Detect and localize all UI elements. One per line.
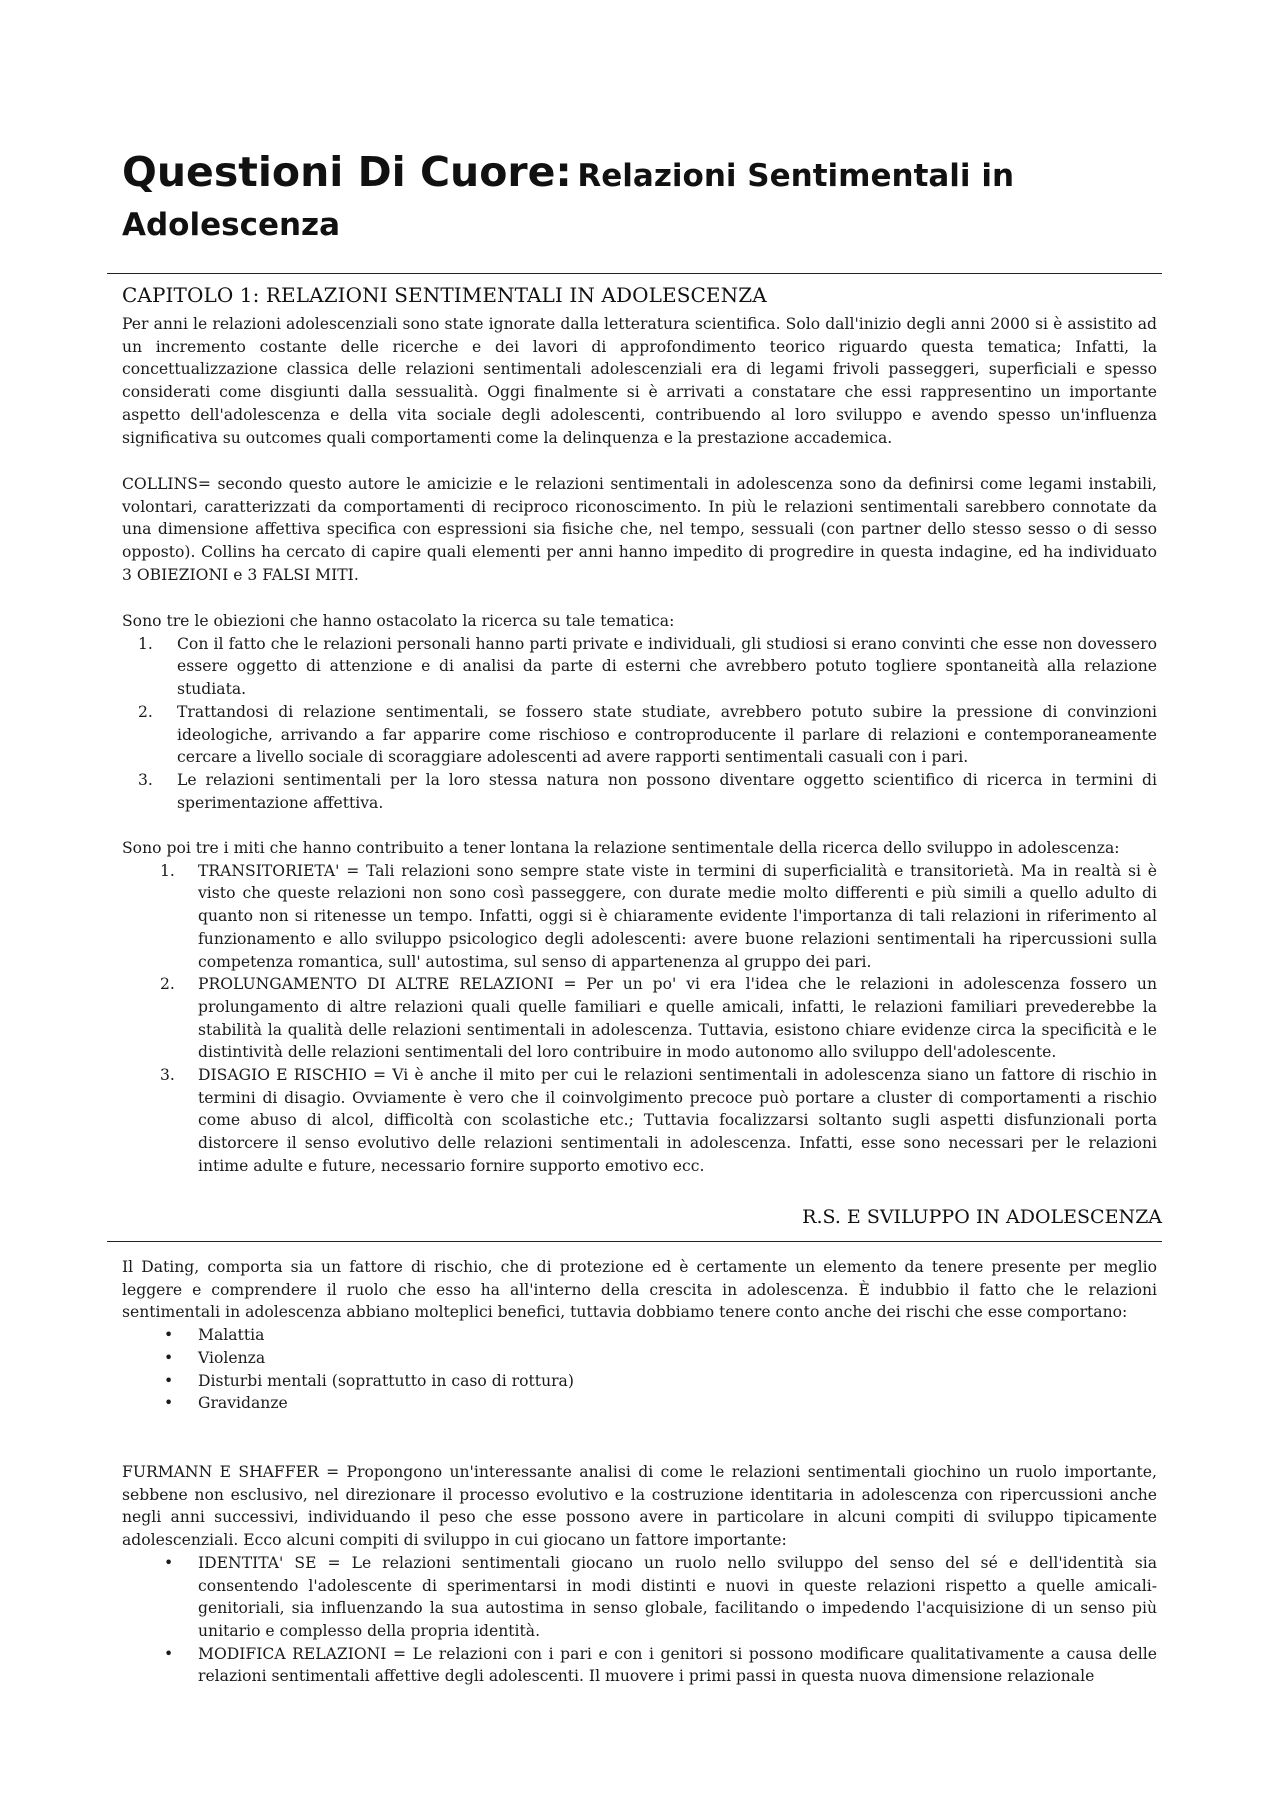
collins-text: COLLINS= secondo questo autore le amicizie e le relazioni sentimentali in adolescenza sono da definirsi come legami instabili, volontari, caratterizzati da comportamenti di reciproco riconoscimento. In più le relazioni sentimentali sarebbero connotate da una dimensione affettiva specifica con espressioni sia fisiche che, nel tempo, sessuali (con partner dello stesso sesso o di sesso opposto). Collins ha cercato di capire quali elementi per anni hanno impedito di progredire in questa indagine, ed ha individuato 3 OBIEZIONI e 3 FALSI MITI. <box>122 475 1157 584</box>
myths-section <box>122 837 1157 1178</box>
bullet-icon: • <box>164 1644 174 1663</box>
list-item-text: Le relazioni sentimentali per la loro stessa natura non possono diventare oggetto scientifico di ricerca in termini di sperimentazione affettiva. <box>177 770 1157 812</box>
list-number: 2. <box>160 975 175 994</box>
myths-list <box>122 860 1157 1178</box>
list-item <box>122 973 1157 1064</box>
risks-list <box>122 1324 1157 1415</box>
furmann-text: FURMANN E SHAFFER = Propongono un'interessante analisi di come le relazioni sentimentali giochino un ruolo importante, sebbene non esclusivo, nel direzionare il processo evolutivo e la costruzione identitaria in adolescenza con ripercussioni anche negli anni successivi, individuando il peso che esse possono avere in particolare in alcuni compiti di sviluppo tipicamente adolescenziali. Ecco alcuni compiti di sviluppo in cui giocano un fattore importante: <box>122 1463 1157 1550</box>
bullet-icon: • <box>164 1553 174 1572</box>
intro-text: Per anni le relazioni adolescenziali sono state ignorate dalla letteratura scientifica. Solo dall'inizio degli anni 2000 si è assistito ad un incremento costante delle ricerche e dei lavori di approfondimento teorico riguardo questa tematica; Infatti, la concettualizzazione classica delle relazioni sentimentali adolescenziali era di legami frivoli passeggeri, superficiali e spesso considerati come disgiunti dalla sessualità. Oggi finalmente si è arrivati a constatare che essi rappresentino un importante aspetto dell'adolescenza e della vita sociale degli adolescenti, contribuendo al loro sviluppo e avendo spesso un'influenza significativa su outcomes quali comportamenti come la delinquenza e la prestazione accademica. <box>122 315 1157 447</box>
list-number: 1. <box>160 861 175 880</box>
myths-intro: Sono poi tre i miti che hanno contribuito a tener lontana la relazione sentimentale della ricerca dello sviluppo in adolescenza: <box>122 839 1120 857</box>
bullet-icon: • <box>164 1326 174 1345</box>
list-item-text: MODIFICA RELAZIONI = Le relazioni con i pari e con i genitori si possono modificare qualitativamente a causa delle relazioni sentimentali affettive degli adolescenti. Il muovere i primi passi in questa nuova dimensione relazionale <box>198 1644 1157 1686</box>
list-item <box>122 633 1157 701</box>
list-item <box>122 701 1157 769</box>
list-item <box>122 1552 1157 1643</box>
list-number: 3. <box>160 1066 175 1085</box>
objections-section <box>122 610 1157 814</box>
list-item-text: Malattia <box>198 1326 265 1345</box>
list-item <box>122 860 1157 974</box>
objections-list <box>122 633 1157 815</box>
list-item-text: PROLUNGAMENTO DI ALTRE RELAZIONI = Per un po' vi era l'idea che le relazioni in adolescenza fossero un prolungamento di altre relazioni quali quelle familiari e quelle amicali, infatti, le relazioni familiari prevederebbe la stabilità la qualità delle relazioni sentimentali in adolescenza. Tuttavia, esistono chiare evidenze circa la specificità e le distintività delle relazioni sentimentali del loro contribuire in modo autonomo allo sviluppo dell'adolescente. <box>198 975 1157 1062</box>
bullet-icon: • <box>164 1348 174 1367</box>
list-item-text: Gravidanze <box>198 1394 288 1413</box>
list-number: 2. <box>138 702 153 721</box>
document-title <box>122 150 1162 252</box>
title-main: Questioni Di Cuore: <box>122 148 572 196</box>
tasks-list <box>122 1552 1157 1688</box>
chapter-divider <box>107 273 1162 274</box>
collins-paragraph <box>122 473 1157 587</box>
bullet-icon: • <box>164 1371 174 1390</box>
list-item-text: Violenza <box>198 1348 266 1367</box>
list-item-text: IDENTITA' SE = Le relazioni sentimentali giocano un ruolo nello sviluppo del senso del sé e dell'identità sia consentendo l'adolescente di sperimentarsi in modi distinti e nuovi in queste relazioni rispetto a quelle amicali-genitoriali, sia influenzando la sua autostima in senso globale, facilitando o impedendo l'acquisizione di un senso più unitario e complesso della propria identità. <box>198 1553 1157 1640</box>
list-item-text: DISAGIO E RISCHIO = Vi è anche il mito per cui le relazioni sentimentali in adolescenza siano un fattore di rischio in termini di disagio. Ovviamente è vero che il coinvolgimento precoce può portare a cluster di comportamenti a rischio come abuso di alcol, difficoltà con scolastiche etc.; Tuttavia focalizzarsi soltanto sugli aspetti disfunzionali porta distorcere il senso evolutivo delle relazioni sentimentali in adolescenza. Infatti, esse sono necessari per le relazioni intime adulte e future, necessario fornire supporto emotivo ecc. <box>198 1066 1157 1175</box>
list-item-text: Disturbi mentali (soprattutto in caso di rottura) <box>198 1371 574 1390</box>
list-number: 1. <box>138 634 153 653</box>
list-item <box>122 769 1157 814</box>
list-item <box>122 1370 1157 1393</box>
list-number: 3. <box>138 770 153 789</box>
list-item <box>122 1324 1157 1347</box>
list-item-text: Trattandosi di relazione sentimentali, se fossero state studiate, avrebbero potuto subire la pressione di convinzioni ideologiche, arrivando a far apparire come rischioso e controproducente il parlare di relazioni e contemporaneamente cercare a livello sociale di scoraggiare adolescenti ad avere rapporti sentimentali casuali con i pari. <box>177 702 1157 767</box>
intro-paragraph <box>122 313 1157 449</box>
list-item-text: Con il fatto che le relazioni personali hanno parti private e individuali, gli studiosi si erano convinti che esse non dovessero essere oggetto di attenzione e di analisi da parte di esterni che avrebbero potuto togliere spontaneità alla relazione studiata. <box>177 634 1157 699</box>
dating-section <box>122 1256 1157 1415</box>
list-item <box>122 1347 1157 1370</box>
dating-text: Il Dating, comporta sia un fattore di rischio, che di protezione ed è certamente un elemento da tenere presente per meglio leggere e comprendere il ruolo che esso ha all'interno della crescita in adolescenza. È indubbio il fatto che le relazioni sentimentali in adolescenza abbiano molteplici benefici, tuttavia dobbiamo tenere conto anche dei rischi che esse comportano: <box>122 1258 1157 1322</box>
list-item <box>122 1643 1157 1688</box>
list-item <box>122 1392 1157 1415</box>
section-heading: R.S. E SVILUPPO IN ADOLESCENZA <box>802 1206 1162 1228</box>
title-sub: Relazioni Sentimentali in <box>577 158 1015 194</box>
furmann-section <box>122 1461 1157 1688</box>
chapter-heading: CAPITOLO 1: RELAZIONI SENTIMENTALI IN ADOLESCENZA <box>122 283 767 307</box>
title-sub-line2: Adolescenza <box>122 207 341 243</box>
list-item-text: TRANSITORIETA' = Tali relazioni sono sempre state viste in termini di superficialità e transitorietà. Ma in realtà si è visto che queste relazioni non sono così passeggere, con durate medie molto differenti e più simili a quello adulto di quanto non si ritenesse un tempo. Infatti, oggi si è chiaramente evidente l'importanza di tali relazioni in riferimento al funzionamento e allo sviluppo psicologico degli adolescenti: avere buone relazioni sentimentali ha ripercussioni sulla competenza romantica, sull' autostima, sul senso di appartenenza al gruppo dei pari. <box>198 861 1157 971</box>
section-divider <box>107 1241 1162 1242</box>
list-item <box>122 1064 1157 1178</box>
bullet-icon: • <box>164 1394 174 1413</box>
objections-intro: Sono tre le obiezioni che hanno ostacolato la ricerca su tale tematica: <box>122 612 675 630</box>
